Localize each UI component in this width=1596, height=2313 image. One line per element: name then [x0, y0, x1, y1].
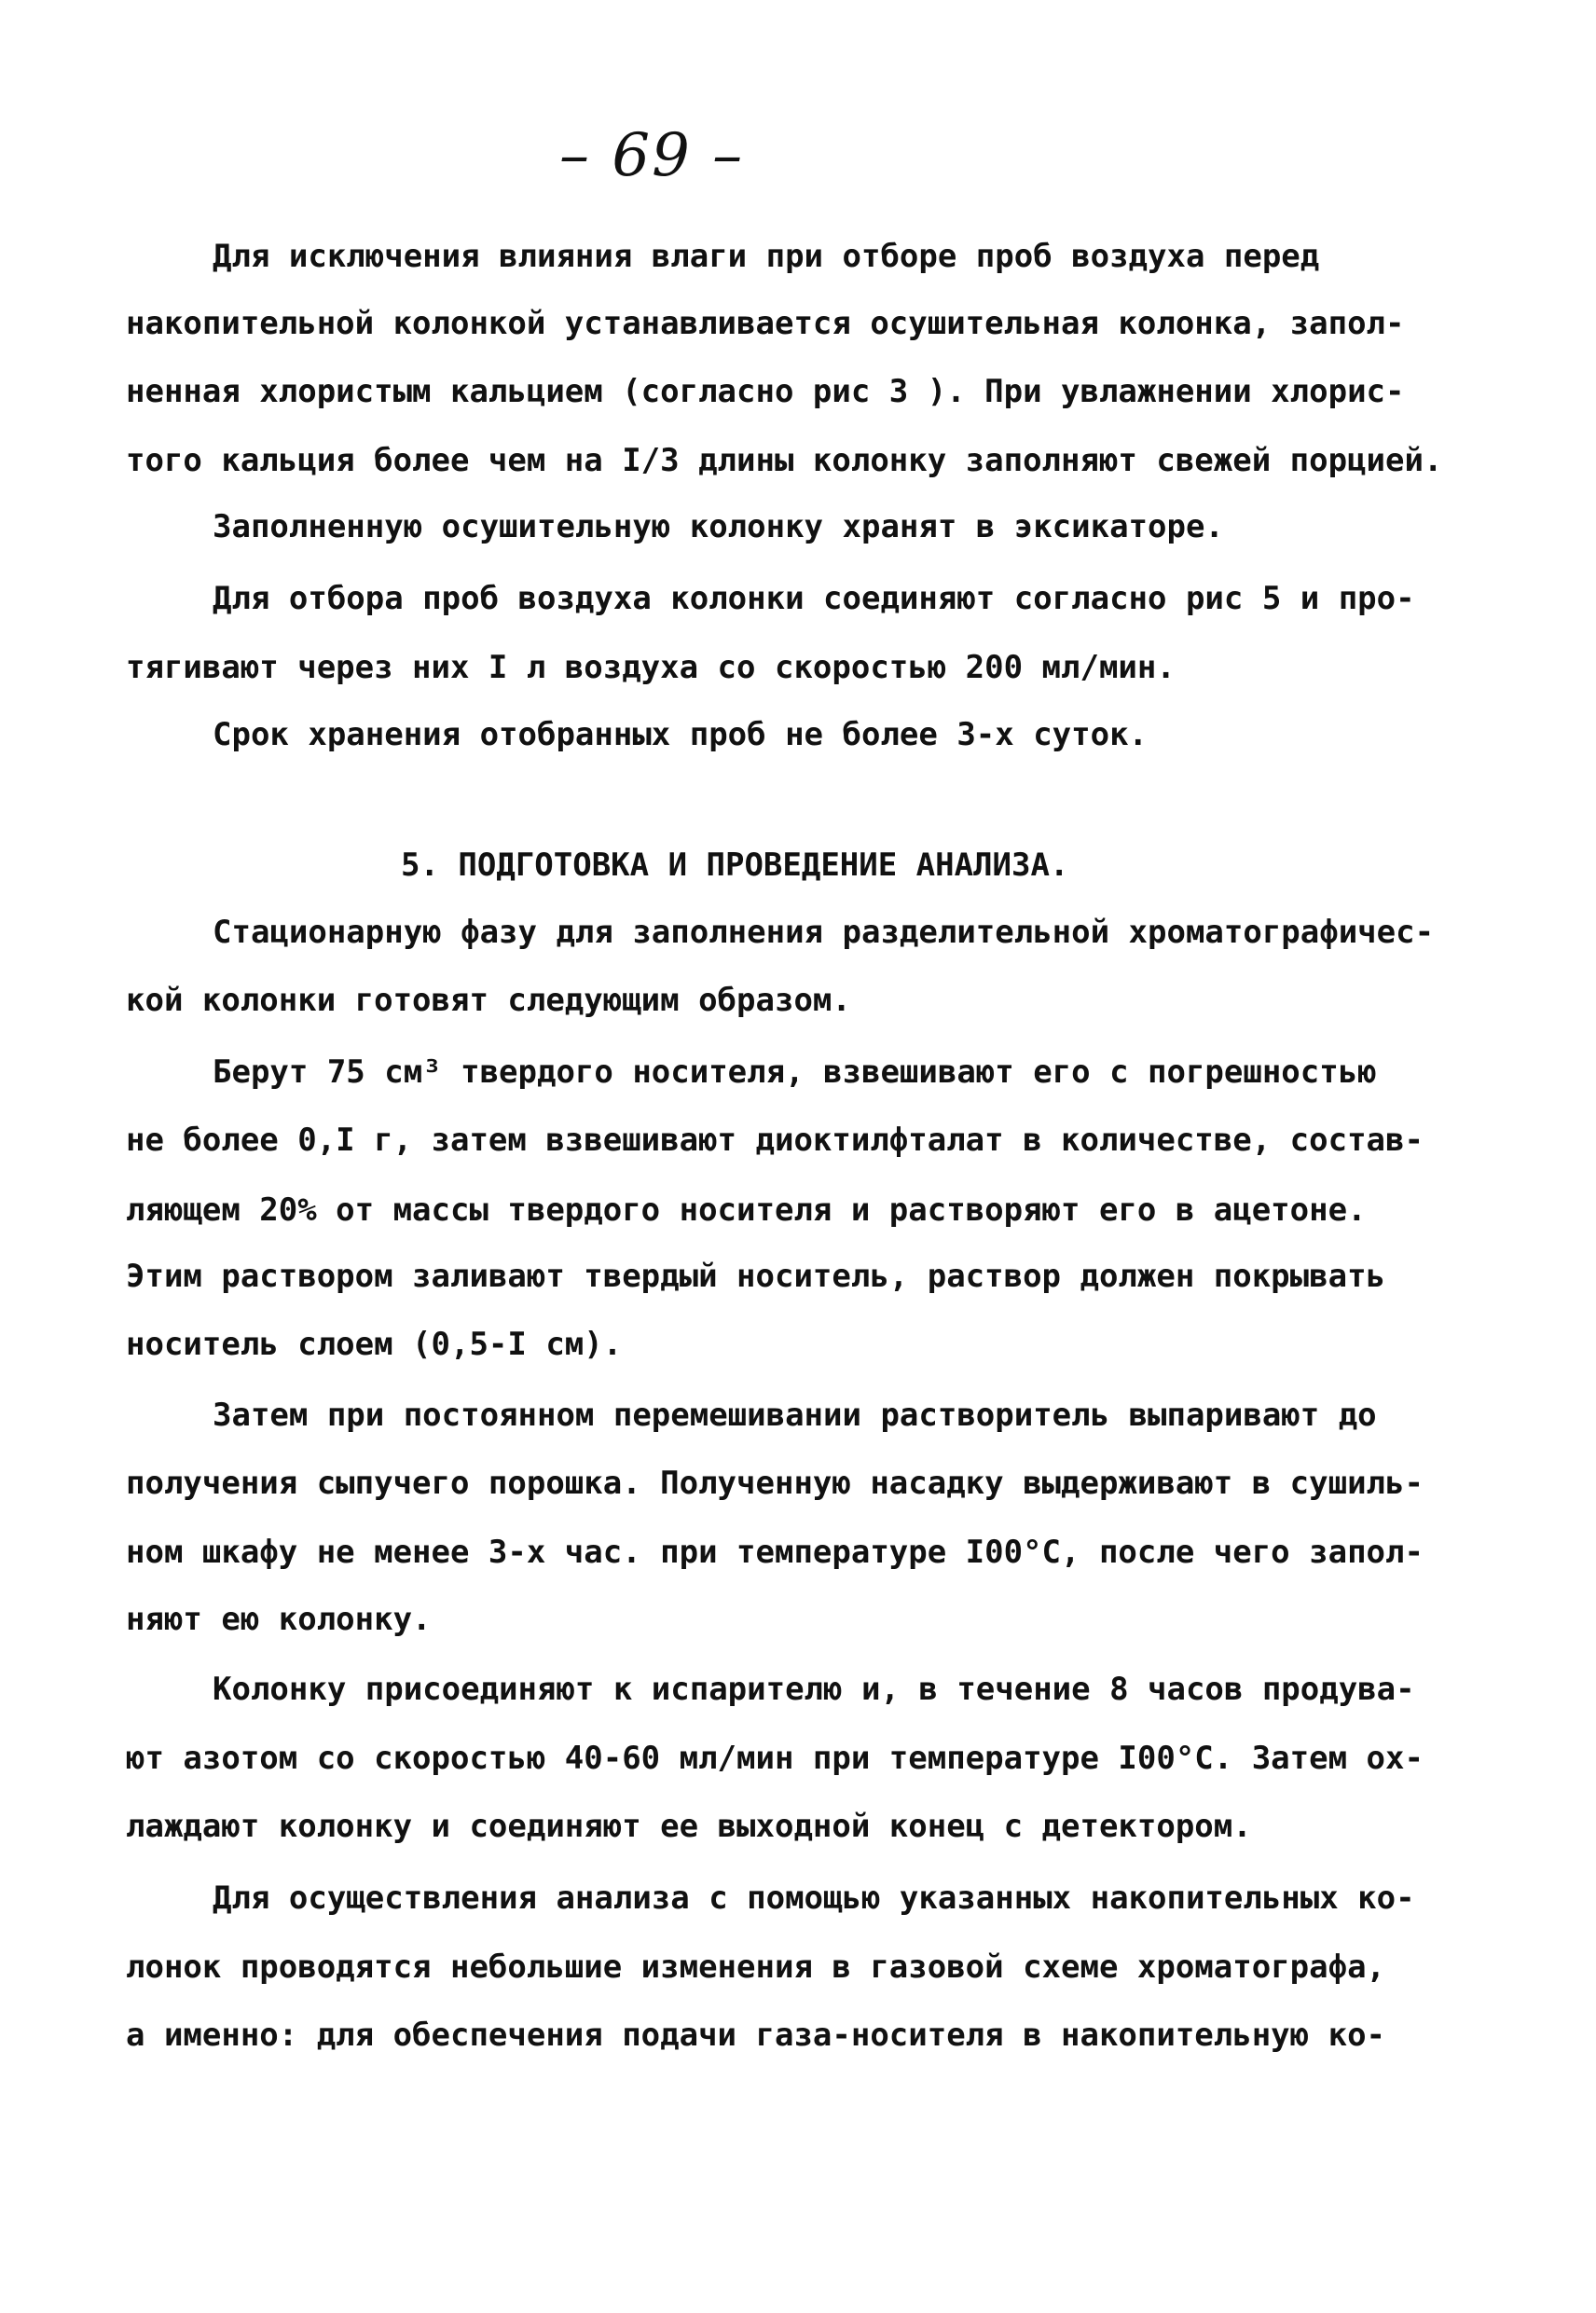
text-line: ляющем 20% от массы твердого носителя и растворяют его в ацетоне. [126, 1191, 1367, 1229]
text-line: ют азотом со скоростью 40-60 мл/мин при температуре I00°C. Затем ох- [126, 1740, 1424, 1777]
text-line: тягивают через них I л воздуха со скоростью 200 мл/мин. [126, 649, 1176, 686]
text-line: няют ею колонку. [126, 1601, 432, 1638]
text-line: Этим раствором заливают твердый носитель, раствор должен покрывать [126, 1258, 1386, 1295]
text-line: накопительной колонкой устанавливается осушительная колонка, запол- [126, 305, 1405, 342]
text-line: лонок проводятся небольшие изменения в газовой схеме хроматографа, [126, 1948, 1386, 1986]
page-number: – 69 – [559, 121, 745, 190]
text-line: лаждают колонку и соединяют ее выходной конец с детектором. [126, 1808, 1252, 1845]
text-line: а именно: для обеспечения подачи газа-носителя в накопительную ко- [126, 2017, 1386, 2054]
text-line: Для отбора проб воздуха колонки соединяют согласно рис 5 и про- [213, 580, 1415, 617]
text-line: Затем при постоянном перемешивании растворитель выпаривают до [213, 1397, 1377, 1434]
text-line: носитель слоем (0,5-I см). [126, 1326, 623, 1363]
text-line: Колонку присоединяют к испарителю и, в течение 8 часов продува- [213, 1671, 1415, 1708]
text-line: ном шкафу не менее 3-х час. при температуре I00°C, после чего запол- [126, 1534, 1424, 1571]
text-line: Срок хранения отобранных проб не более 3-х суток. [213, 716, 1149, 753]
text-line: Для осуществления анализа с помощью указанных накопительных ко- [213, 1879, 1415, 1917]
text-line: получения сыпучего порошка. Полученную насадку выдерживают в сушиль- [126, 1465, 1424, 1502]
text-line: не более 0,I г, затем взвешивают диоктилфталат в количестве, состав- [126, 1122, 1424, 1159]
text-line: Для исключения влияния влаги при отборе проб воздуха перед [213, 238, 1320, 275]
text-line: Берут 75 см³ твердого носителя, взвешивают его с погрешностью [213, 1053, 1377, 1091]
text-line: Заполненную осушительную колонку хранят в эксикаторе. [213, 508, 1224, 545]
text-line: того кальция более чем на I/3 длины колонку заполняют свежей порцией. [126, 442, 1443, 479]
section-heading: 5. ПОДГОТОВКА И ПРОВЕДЕНИЕ АНАЛИЗА. [401, 847, 1069, 884]
text-line: Стационарную фазу для заполнения разделительной хроматографичес- [213, 914, 1435, 951]
text-line: кой колонки готовят следующим образом. [126, 982, 851, 1019]
text-line: ненная хлористым кальцием (согласно рис 3 ). При увлажнении хлорис- [126, 373, 1405, 410]
